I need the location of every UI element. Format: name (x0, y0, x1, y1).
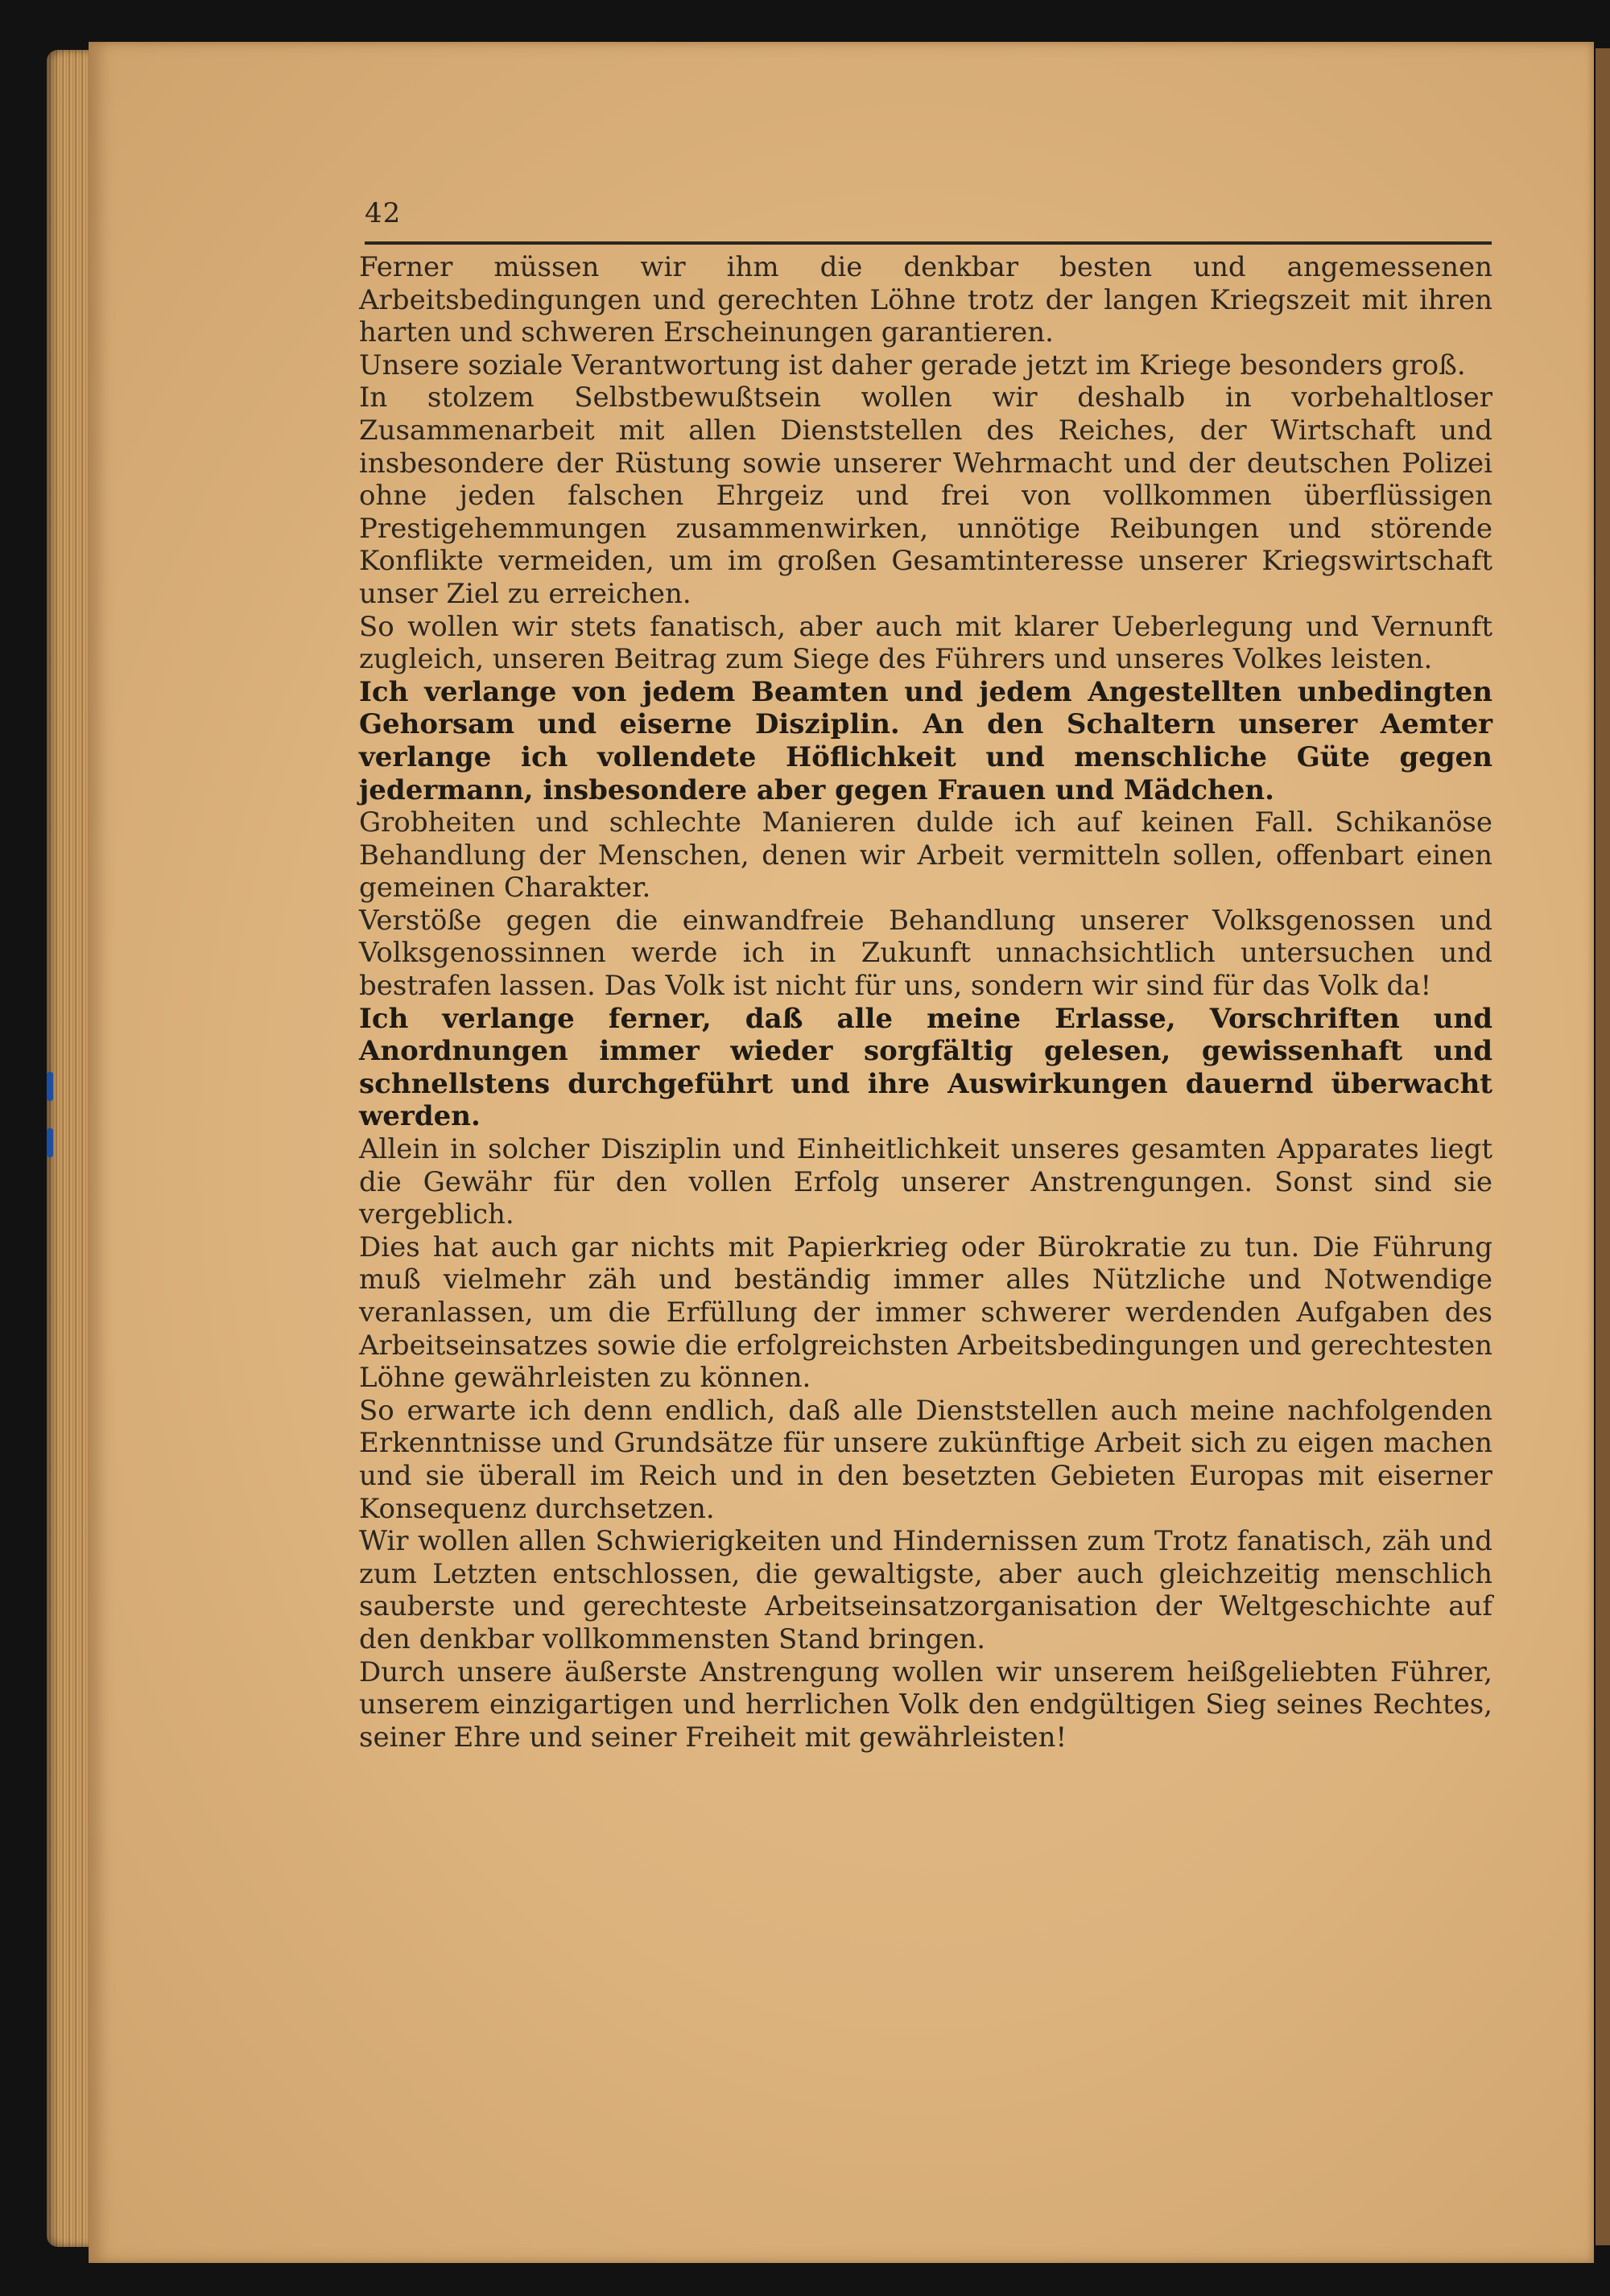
paragraph: So wollen wir stets fanatisch, aber auch mit klarer Ueberlegung und Vernunft zugleich, unseren Beitrag zum Siege des Führers und unseres Volkes leisten. (359, 610, 1492, 676)
paragraph: Durch unsere äußerste Anstrengung wollen wir unserem heißgeliebten Führer, unserem einzigartigen und herrlichen Volk den endgültigen Sieg seines Rechtes, seiner Ehre und seiner Freiheit mit gewährleisten! (359, 1655, 1492, 1754)
paragraph-bold: Ich verlange von jedem Beamten und jedem Angestellten unbedingten Gehorsam und eiserne Disziplin. An den Schaltern unserer Aemter verlange ich vollendete Höflichkeit und menschliche Güte gegen jedermann, insbesondere aber gegen Frauen und Mädchen. (359, 675, 1492, 806)
body-text (359, 251, 1492, 1754)
paragraph: In stolzem Selbstbewußtsein wollen wir deshalb in vorbehaltloser Zusammenarbeit mit allen Dienststellen des Reiches, der Wirtschaft und insbesondere der Rüstung sowie unserer Wehrmacht und der deutschen Polizei ohne jeden falschen Ehrgeiz und frei von vollkommen überflüssigen Prestigehemmungen zusammenwirken, unnötige Reibungen und störende Konflikte vermeiden, um im großen Gesamtinteresse unserer Kriegswirtschaft unser Ziel zu erreichen. (359, 381, 1492, 610)
right-binding-edge (1596, 48, 1610, 2245)
paragraph-bold: Ich verlange ferner, daß alle meine Erlasse, Vorschriften und Anordnungen immer wieder sorgfältig gelesen, gewissenhaft und schnellstens durchgeführt und ihre Auswirkungen dauernd überwacht werden. (359, 1002, 1492, 1133)
blue-edge-marker (47, 1072, 53, 1101)
paragraph: Dies hat auch gar nichts mit Papierkrieg oder Bürokratie zu tun. Die Führung muß vielmehr zäh und beständig immer alles Nützliche und Notwendige veranlassen, um die Erfüllung der immer schwerer werdenden Aufgaben des Arbeitseinsatzes sowie die erfolgreichsten Arbeitsbedingungen und gerechtesten Löhne gewährleisten zu können. (359, 1230, 1492, 1395)
paragraph: Wir wollen allen Schwierigkeiten und Hindernissen zum Trotz fanatisch, zäh und zum Letzten entschlossen, die gewaltigste, aber auch gleichzeitig menschlich sauberste und gerechteste Arbeitseinsatzorganisation der Weltgeschichte auf den denkbar vollkommensten Stand bringen. (359, 1525, 1492, 1655)
page-number: 42 (365, 197, 402, 229)
paragraph: Grobheiten und schlechte Manieren dulde ich auf keinen Fall. Schikanöse Behandlung der Menschen, denen wir Arbeit vermitteln sollen, offenbart einen gemeinen Charakter. (359, 806, 1492, 905)
blue-edge-marker (47, 1128, 53, 1157)
paragraph: Verstöße gegen die einwandfreie Behandlung unserer Volksgenossen und Volksgenossinnen werde ich in Zukunft unnachsichtlich untersuchen und bestrafen lassen. Das Volk ist nicht für uns, sondern wir sind für das Volk da! (359, 904, 1492, 1003)
paragraph: Unsere soziale Verantwortung ist daher gerade jetzt im Kriege besonders groß. (359, 348, 1466, 381)
paragraph: Allein in solcher Disziplin und Einheitlichkeit unseres gesamten Apparates liegt die Gewähr für den vollen Erfolg unserer Anstrengungen. Sonst sind sie vergeblich. (359, 1133, 1492, 1231)
paragraph: So erwarte ich denn endlich, daß alle Dienststellen auch meine nachfolgenden Erkenntnisse und Grundsätze für unsere zukünftige Arbeit sich zu eigen machen und sie überall im Reich und in den besetzten Gebieten Europas mit eiserner Konsequenz durchsetzen. (359, 1394, 1492, 1525)
paragraph: Ferner müssen wir ihm die denkbar besten und angemessenen Arbeitsbedingungen und gerechten Löhne trotz der langen Kriegszeit mit ihren harten und schweren Erscheinungen garantieren. (359, 251, 1492, 349)
header-rule (365, 241, 1492, 245)
